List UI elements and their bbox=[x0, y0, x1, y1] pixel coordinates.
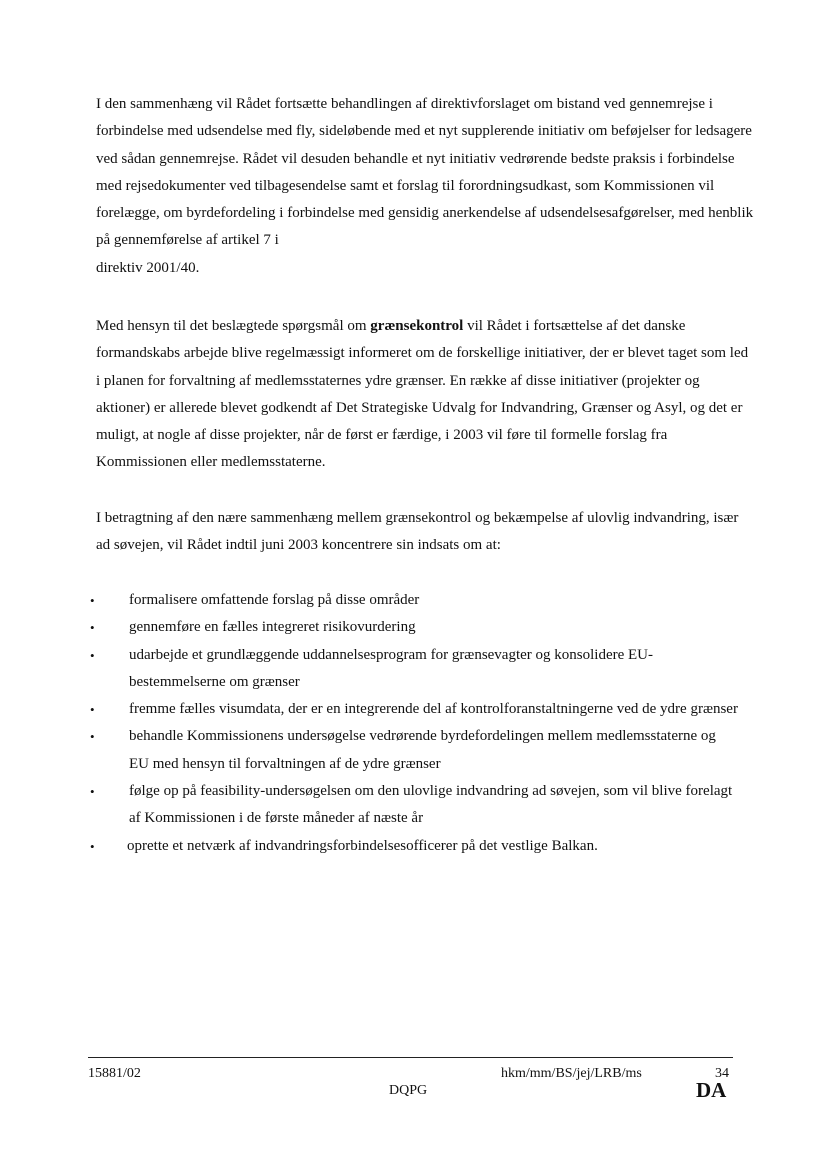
list-item-text: fremme fælles visumdata, der er en integrerende del af kontrolforanstaltningerne ved de ydre grænser bbox=[129, 701, 738, 718]
document-number: 15881/02 bbox=[88, 1066, 141, 1081]
body-paragraph-2 bbox=[96, 313, 756, 477]
body-paragraph-1 bbox=[96, 91, 756, 282]
bullet-icon: • bbox=[90, 620, 95, 636]
list-item-text: oprette et netværk af indvandringsforbindelsesofficerer på det vestlige Balkan. bbox=[127, 837, 598, 854]
list-item-text: behandle Kommissionens undersøgelse vedrørende byrdefordelingen mellem medlemsstaterne og EU med hensyn til forvaltningen af de ydre grænser bbox=[129, 728, 716, 772]
paragraph-2-rest: vil Rådet i fortsættelse af det danske formandskabs arbejde blive regelmæssigt informeret om de forskellige initiativer, der er blevet taget som led i planen for forvaltning af medlemsstaternes ydre grænser. En række af disse initiativer (projekter og aktioner) er allerede blevet godkendt af Det Strategiske Udvalg for Indvandring, Grænser og Asyl, og det er muligt, at nogle af disse projekter, når de først er færdige, i 2003 vil føre til formelle forslag fra Kommissionen eller medlemsstaterne. bbox=[96, 318, 749, 471]
paragraph-1-text: I den sammenhæng vil Rådet fortsætte behandlingen af direktivforslaget om bistand ved gennemrejse i forbindelse med udsendelse med fly, sideløbende med et nyt supplerende initiativ om beføjelser for ledsagere ved sådan gennemrejse. Rådet vil desuden behandle et nyt initiativ vedrørende bedste praksis i forbindelse med rejsedokumenter ved tilbagesendelse samt et forslag til forordningsudkast, som Kommissionen vil forelægge, om byrdefordeling i forbindelse med gensidig anerkendelse af udsendelsesafgørelser, med henblik på gennemførelse af artikel 7 i bbox=[96, 96, 754, 249]
bullet-list bbox=[0, 587, 832, 860]
bullet-icon: • bbox=[90, 838, 95, 854]
list-item bbox=[0, 614, 832, 641]
bullet-icon: • bbox=[90, 593, 95, 608]
paragraph-2-start: Med hensyn til det beslægtede spørgsmål om bbox=[96, 318, 371, 334]
list-item bbox=[0, 696, 832, 723]
list-item bbox=[0, 778, 832, 833]
bullet-icon: • bbox=[90, 702, 95, 718]
body-paragraph-3: I betragtning af den nære sammenhæng mellem grænsekontrol og bekæmpelse af ulovlig indvandring, især ad søvejen, vil Rådet indtil juni 2003 koncentrere sin indsats om at: bbox=[96, 510, 739, 554]
page-number: 34 bbox=[715, 1066, 729, 1081]
list-item bbox=[0, 587, 832, 614]
bullet-icon: • bbox=[90, 647, 95, 663]
paragraph-1-end: direktiv 2001/40. bbox=[96, 259, 200, 276]
bullet-icon: • bbox=[90, 729, 95, 745]
list-item bbox=[0, 642, 832, 697]
bullet-icon: • bbox=[90, 784, 95, 800]
directorate-code: DQPG bbox=[389, 1083, 428, 1098]
list-item-text: gennemføre en fælles integreret risikovurdering bbox=[129, 619, 416, 636]
list-item bbox=[0, 723, 832, 778]
footer-divider bbox=[88, 1057, 733, 1058]
language-code: DA bbox=[696, 1078, 727, 1102]
list-item-text: følge op på feasibility-undersøgelsen om den ulovlige indvandring ad søvejen, som vil blive forelagt af Kommissionen i de første måneder af næste år bbox=[129, 783, 733, 827]
list-item-text: formalisere omfattende forslag på disse områder bbox=[129, 592, 420, 608]
list-item-text: udarbejde et grundlæggende uddannelsesprogram for grænsevagter og konsolidere EU-bestemmelserne om grænser bbox=[129, 646, 654, 690]
paragraph-2-bold-term: grænsekontrol bbox=[370, 318, 464, 334]
author-initials: hkm/mm/BS/jej/LRB/ms bbox=[501, 1066, 642, 1081]
list-item bbox=[0, 833, 832, 860]
